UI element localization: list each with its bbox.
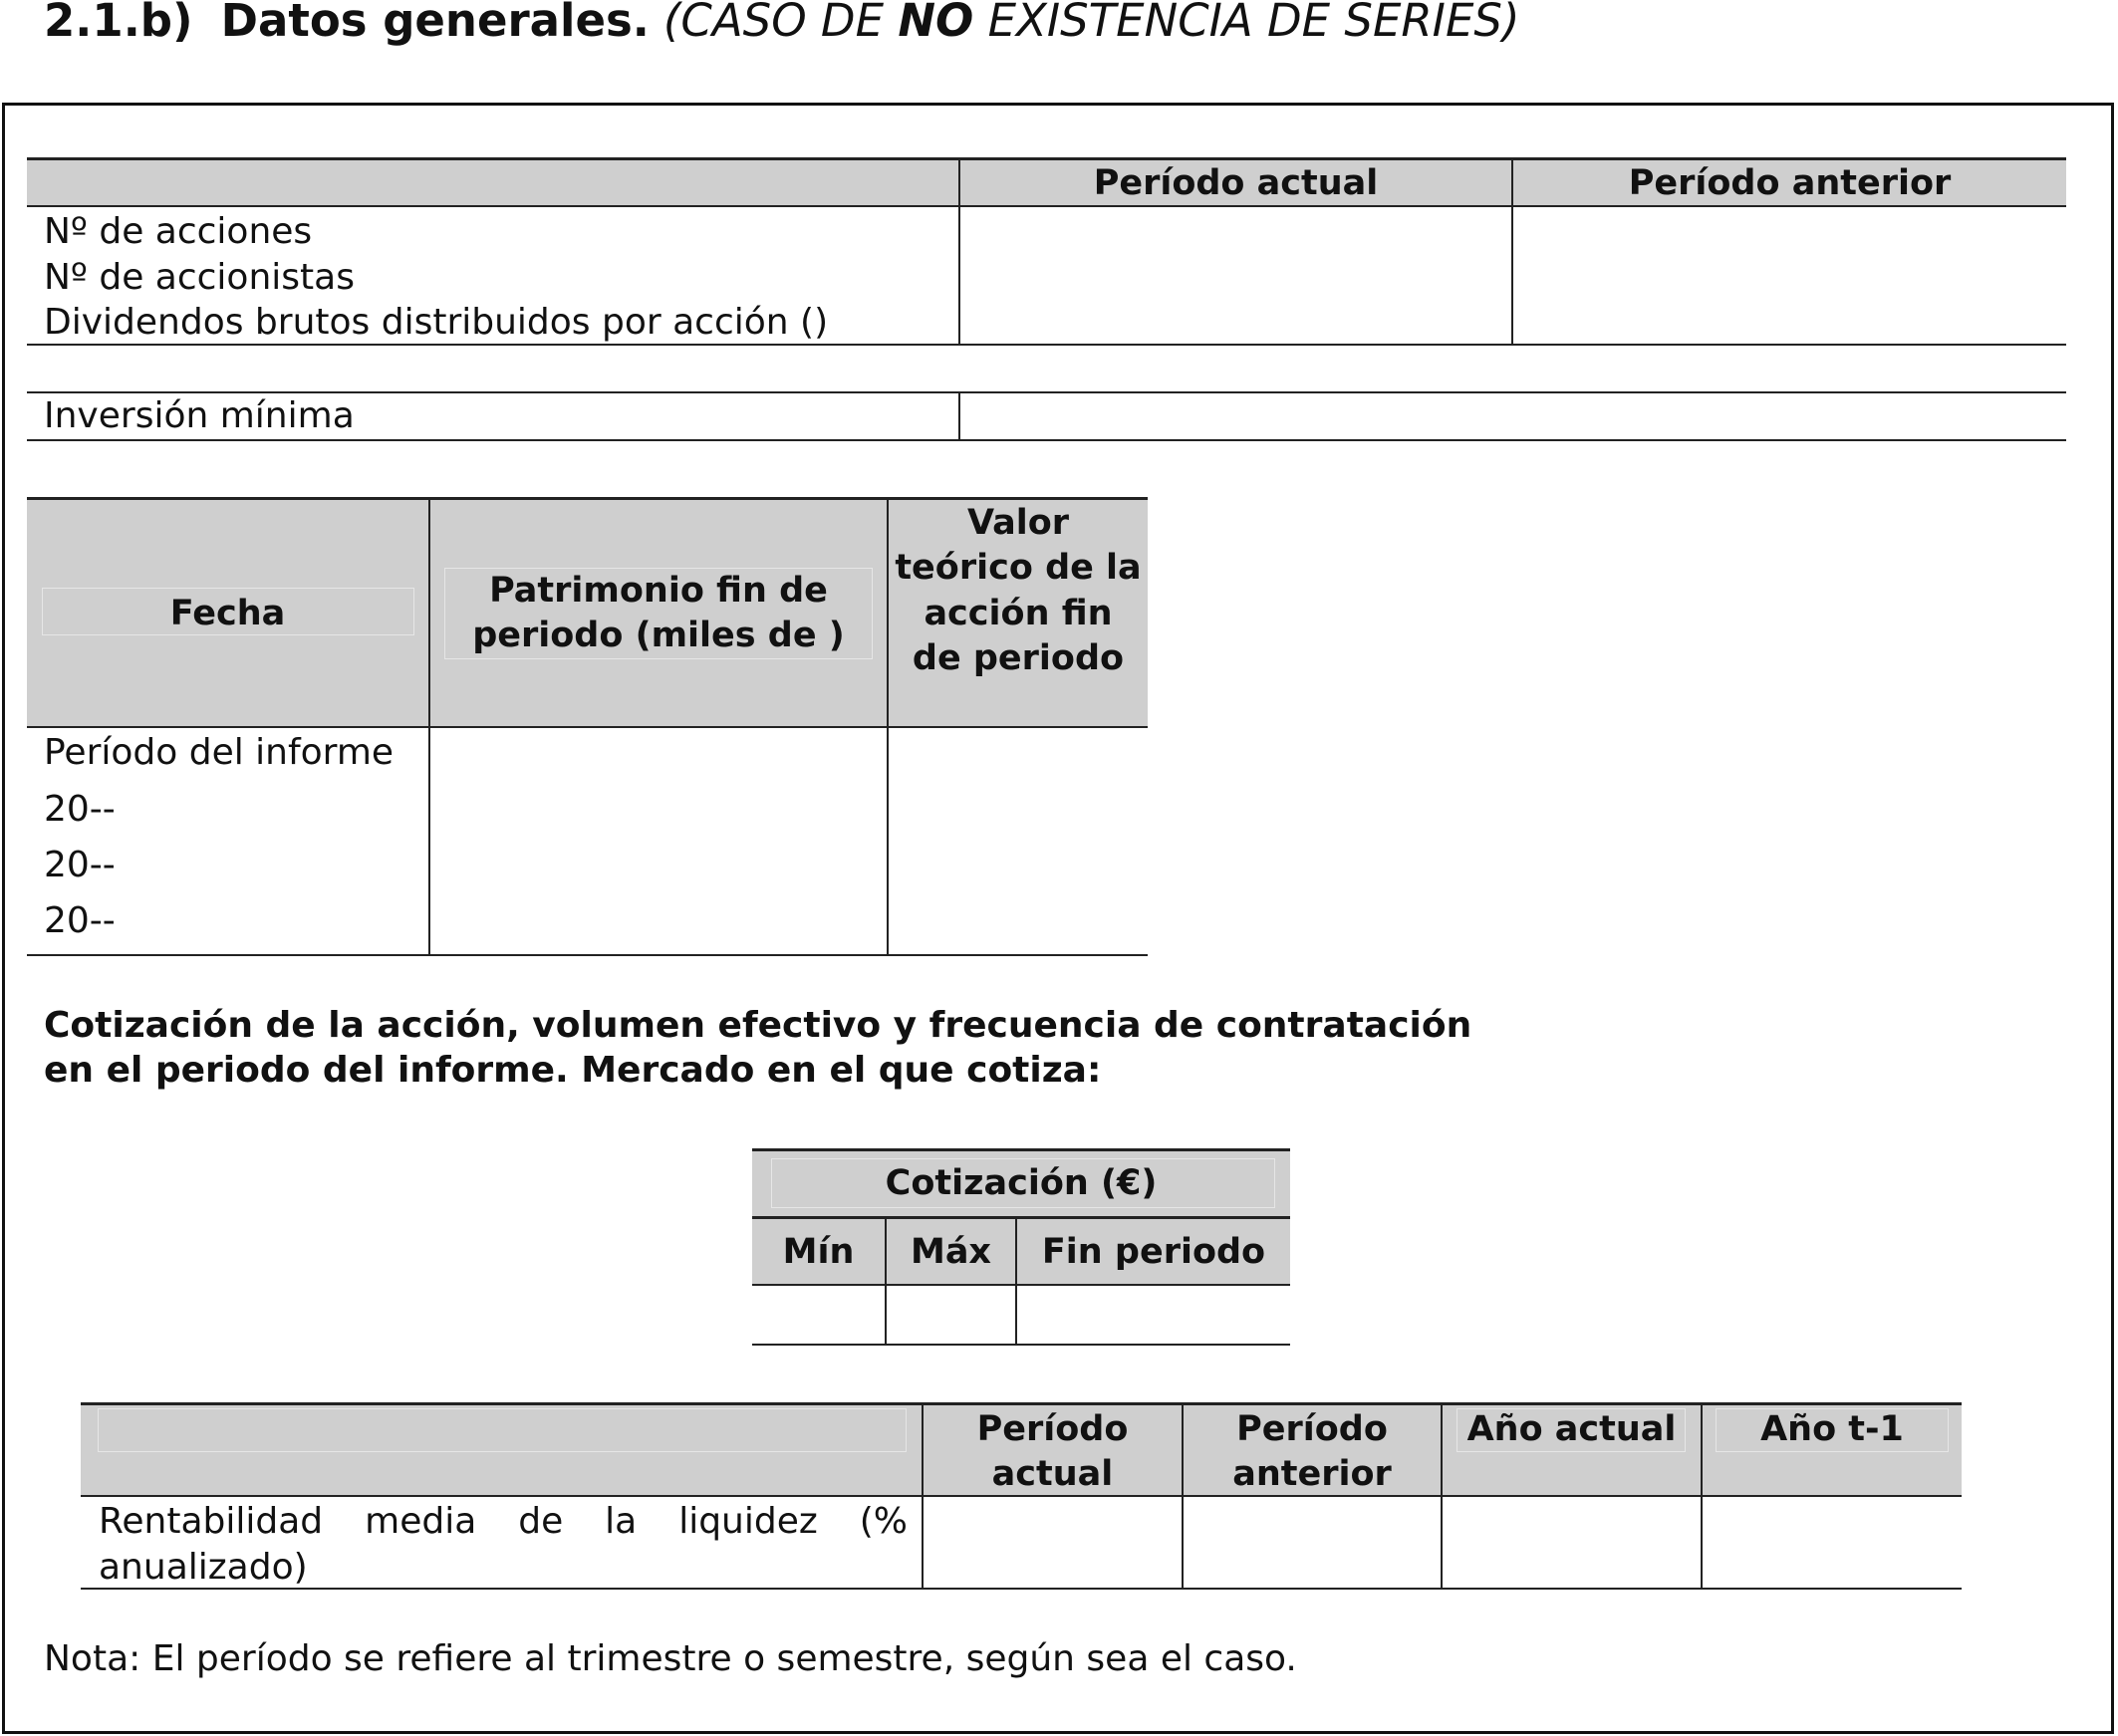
row-dividendos: Dividendos brutos distribuidos por acción () <box>44 302 829 343</box>
header-patrimonio-line1: Patrimonio fin de <box>489 571 828 611</box>
header-patrimonio-line2: periodo (miles de ) <box>472 616 845 655</box>
inversion-minima-label: Inversión mínima <box>44 395 355 436</box>
row-rentabilidad-line2: anualizado) <box>99 1547 308 1588</box>
header-r-ano-actual: Año actual <box>1466 1409 1677 1449</box>
word-la: la <box>605 1501 638 1542</box>
row-num-accionistas: Nº de accionistas <box>44 257 355 298</box>
subtitle-close: EXISTENCIA DE SERIES) <box>987 0 1520 47</box>
cotizacion-line2: en el periodo del informe. Mercado en el que cotiza: <box>44 1050 1102 1091</box>
row-year-1: 20-- <box>44 789 116 830</box>
word-liquidez: liquidez <box>678 1501 818 1542</box>
header-valor-line3: acción fin <box>924 594 1113 633</box>
header-cotizacion: Cotización (€) <box>885 1163 1158 1203</box>
header-periodo-anterior: Período anterior <box>1628 163 1952 203</box>
section-heading <box>44 0 1520 47</box>
header-max: Máx <box>910 1232 992 1272</box>
header-valor-line4: de periodo <box>912 638 1125 678</box>
header-valor-line2: teórico de la <box>895 548 1142 588</box>
row-year-3: 20-- <box>44 900 116 941</box>
row-num-acciones: Nº de acciones <box>44 211 313 252</box>
header-r-ano-t1: Año t-1 <box>1760 1409 1904 1449</box>
header-r-periodo-actual-1: Período <box>976 1409 1129 1449</box>
header-min: Mín <box>782 1232 855 1272</box>
row-rentabilidad-line1 <box>99 1499 908 1545</box>
word-rentabilidad: Rentabilidad <box>99 1501 324 1542</box>
header-fecha: Fecha <box>169 594 286 633</box>
section-number: 2.1.b) <box>44 0 193 47</box>
subtitle-open: (CASO DE <box>662 0 885 47</box>
word-media: media <box>365 1501 477 1542</box>
subtitle-bold: NO <box>898 0 974 47</box>
header-r-periodo-actual-2: actual <box>991 1454 1114 1494</box>
header-valor-line1: Valor <box>966 503 1070 543</box>
row-periodo-informe: Período del informe <box>44 732 395 773</box>
header-r-periodo-anterior-1: Período <box>1236 1409 1388 1449</box>
row-year-2: 20-- <box>44 845 116 885</box>
nota: Nota: El período se refiere al trimestre o semestre, según sea el caso. <box>44 1638 1297 1679</box>
section-subtitle <box>663 0 1520 47</box>
header-r-periodo-anterior-2: anterior <box>1232 1454 1392 1494</box>
header-periodo-actual: Período actual <box>1093 163 1379 203</box>
section-title: Datos generales. <box>220 0 650 47</box>
header-fin-periodo: Fin periodo <box>1041 1232 1266 1272</box>
cotizacion-line1: Cotización de la acción, volumen efectivo y frecuencia de contratación <box>44 1005 1472 1046</box>
word-percent: (% <box>859 1501 908 1542</box>
word-de: de <box>518 1501 564 1542</box>
